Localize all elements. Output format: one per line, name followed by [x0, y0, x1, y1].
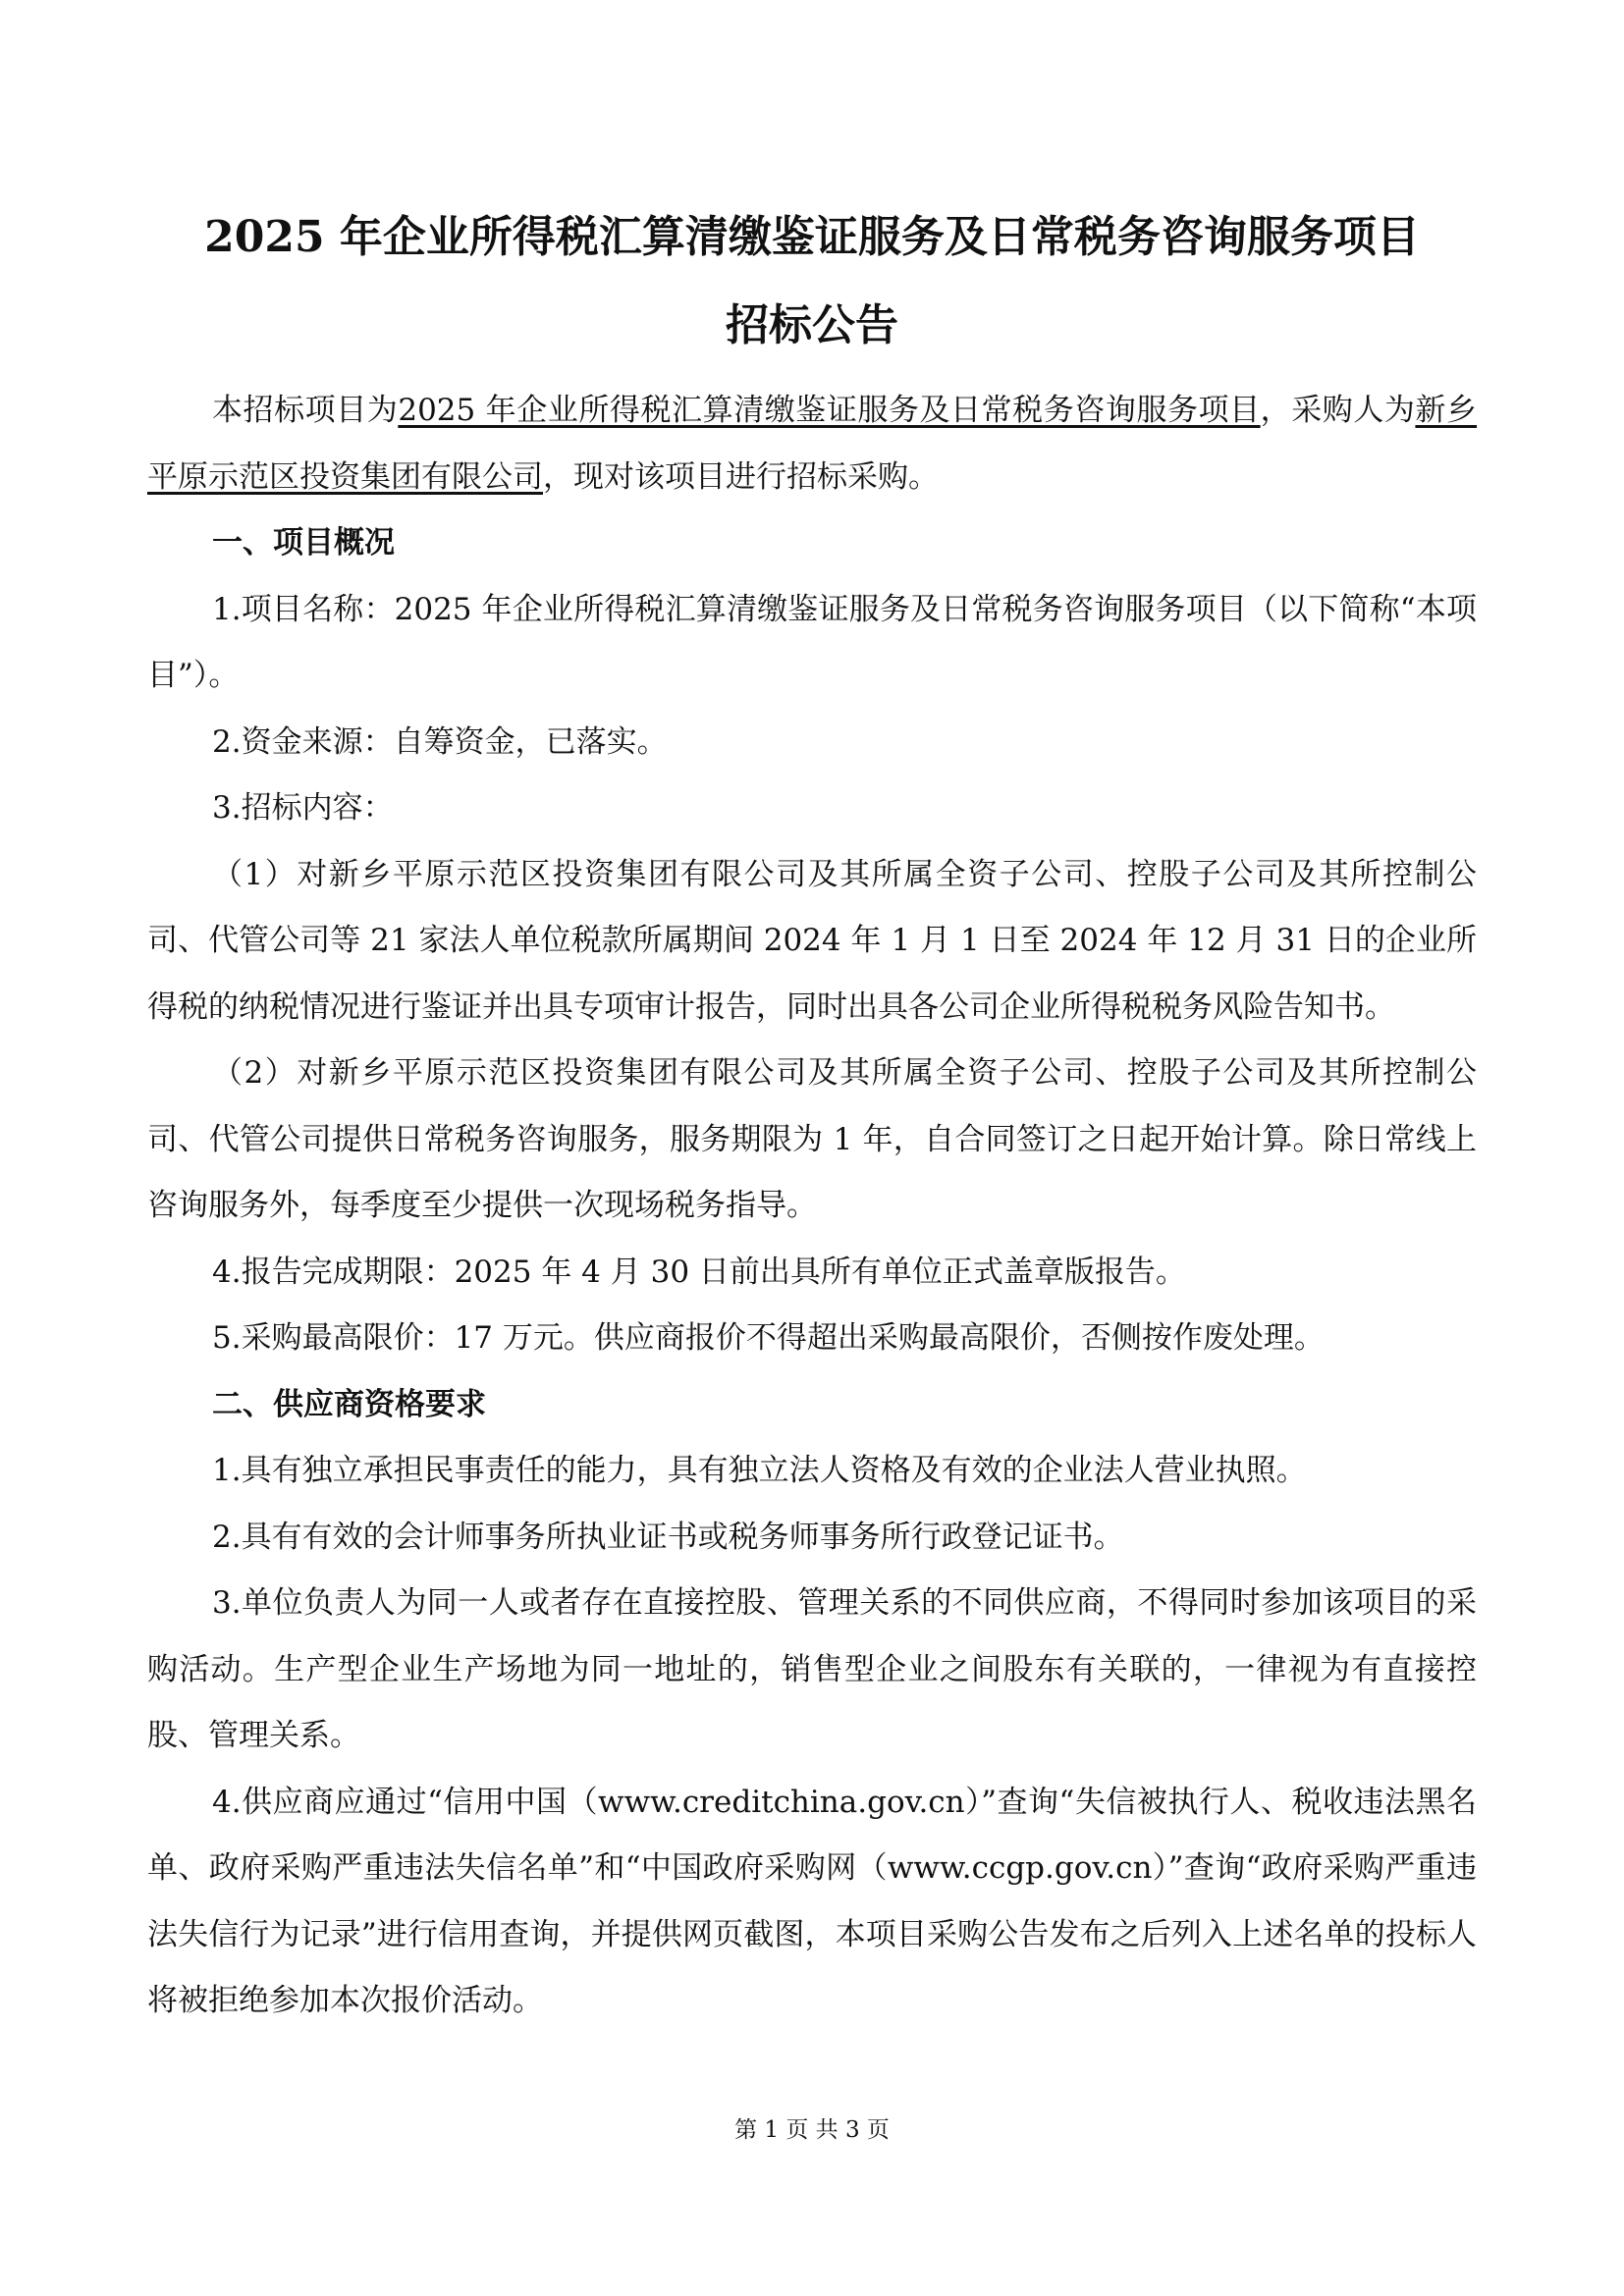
section1-item-1: 1.项目名称：2025 年企业所得税汇算清缴鉴证服务及日常税务咨询服务项目（以下简称“本项目”）。: [147, 591, 1477, 693]
section1-item-3: 3.招标内容：: [212, 790, 394, 826]
document-body: [147, 378, 1477, 2035]
purchaser-name: 新乡平原示范区投资集团有限公司: [147, 393, 1478, 495]
section1-item-3-2: （2）对新乡平原示范区投资集团有限公司及其所属全资子公司、控股子公司及其所控制公司、代管公司提供日常税务咨询服务，服务期限为 1 年，自合同签订之日起开始计算。除日常线上咨询服务外，每季度至少提供一次现场税务指导。: [147, 1055, 1477, 1223]
section1-item-3-1: （1）对新乡平原示范区投资集团有限公司及其所属全资子公司、控股子公司及其所控制公司、代管公司等 21 家法人单位税款所属期间 2024 年 1 月 1 日至 2024 年 12 月 31 日的企业所得税的纳税情况进行鉴证并出具专项审计报告，同时出具各公司企业所得税税务风险告知书。: [147, 856, 1477, 1025]
section2-item-4: 4.供应商应通过“信用中国（www.creditchina.gov.cn）”查询“失信被执行人、税收违法黑名单、政府采购严重违法失信名单”和“中国政府采购网（www.ccgp.gov.cn）”查询“政府采购严重违法失信行为记录”进行信用查询，并提供网页截图，本项目采购公告发布之后列入上述名单的投标人将被拒绝参加本次报价活动。: [147, 1784, 1477, 2018]
document-subtitle: 招标公告: [726, 300, 898, 350]
section1-item-5: 5.采购最高限价：17 万元。供应商报价不得超出采购最高限价，否侧按作废处理。: [212, 1320, 1325, 1356]
section2-item-1: 1.具有独立承担民事责任的能力，具有独立法人资格及有效的企业法人营业执照。: [212, 1453, 1307, 1488]
intro-text-3: ，现对该项目进行招标采购。: [543, 458, 939, 495]
section1-item-4: 4.报告完成期限：2025 年 4 月 30 日前出具所有单位正式盖章版报告。: [212, 1254, 1186, 1290]
intro-text-2: ，采购人为: [1260, 393, 1416, 428]
section2-item-3: 3.单位负责人为同一人或者存在直接控股、管理关系的不同供应商，不得同时参加该项目的采购活动。生产型企业生产场地为同一地址的，销售型企业之间股东有关联的，一律视为有直接控股、管理关系。: [147, 1585, 1477, 1753]
section-heading: 一、项目概况: [212, 525, 395, 561]
intro-text-1: 本招标项目为: [212, 393, 399, 428]
page-number: 第 1 页 共 3 页: [734, 2117, 890, 2143]
section-heading: 二、供应商资格要求: [212, 1386, 486, 1422]
intro-paragraph: [147, 378, 1477, 510]
document-title: 2025 年企业所得税汇算清缴鉴证服务及日常税务咨询服务项目: [204, 212, 1420, 262]
section1-item-2: 2.资金来源：自筹资金，已落实。: [212, 723, 668, 760]
section2-item-2: 2.具有有效的会计师事务所执业证书或税务师事务所行政登记证书。: [212, 1519, 1124, 1555]
project-name: 2025 年企业所得税汇算清缴鉴证服务及日常税务咨询服务项目: [398, 393, 1261, 428]
